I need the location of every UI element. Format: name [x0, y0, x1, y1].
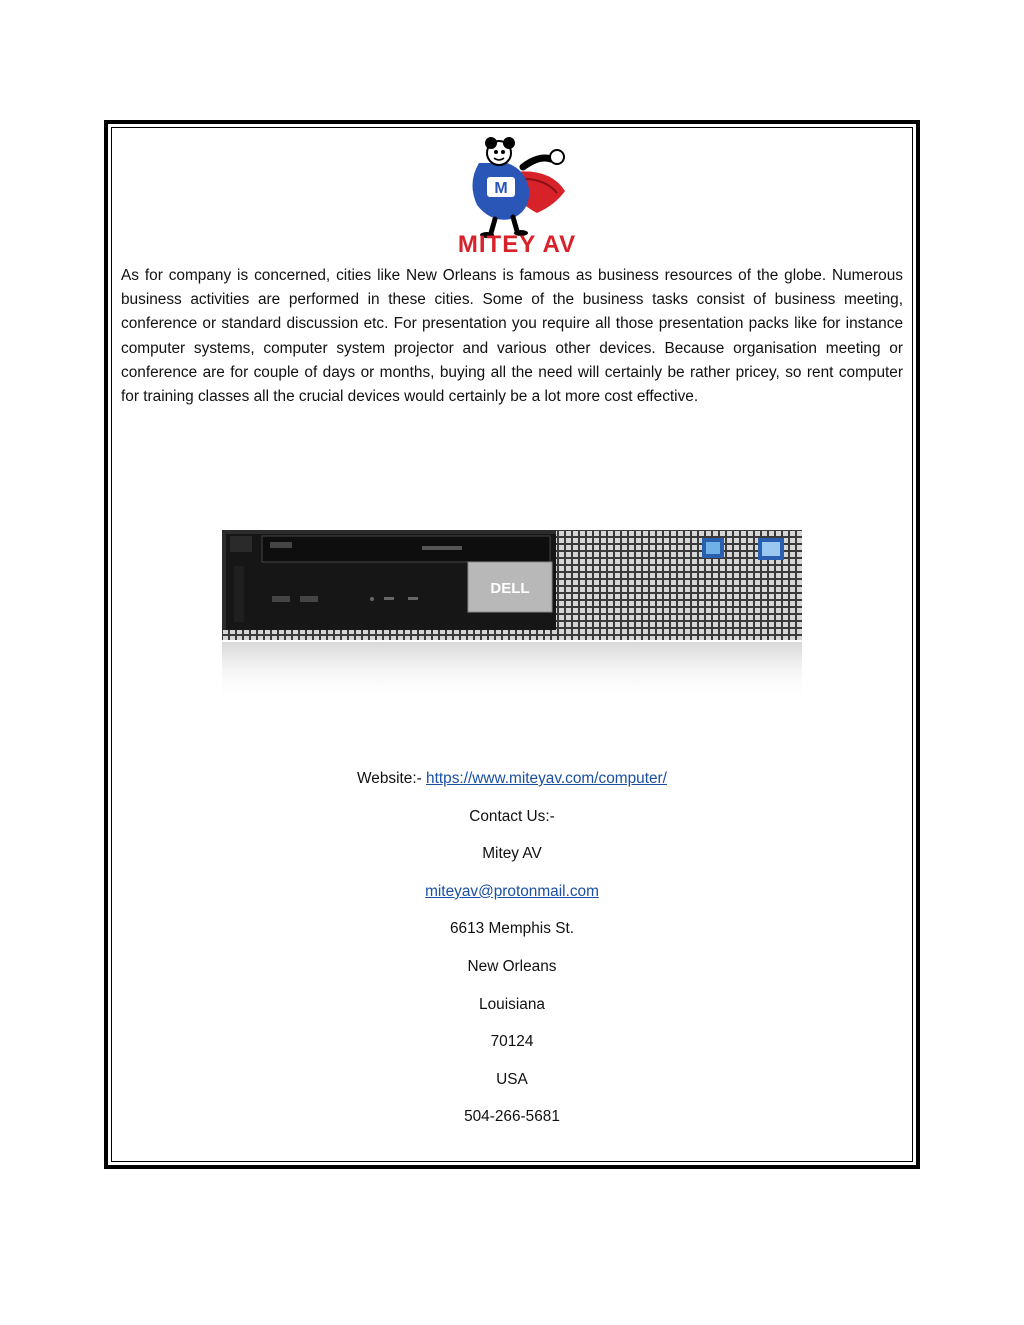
desktop-computer-icon [222, 530, 808, 702]
company-name: Mitey AV [482, 845, 542, 863]
website-label: Website:- [357, 770, 422, 787]
product-image [222, 530, 808, 702]
state: Louisiana [479, 995, 545, 1013]
website-line [112, 760, 912, 798]
contact-label: Contact Us:- [469, 807, 555, 825]
zip-code: 70124 [490, 1033, 534, 1051]
city: New Orleans [467, 957, 557, 975]
email-link[interactable]: miteyav@protonmail.com [425, 882, 599, 900]
body-paragraph: As for company is concerned, cities like New Orleans is famous as business resources of the globe. Numerous business activities are performed in these cities. Some of the business tasks consist of business meeting, conference or standard discussion etc. For presentation you require all those presentation packs like for instance computer systems, computer system projector and various other devices. Because organisation meeting or conference are for couple of days or months, buying all the need will certainly be rather pricey, so rent computer for training classes all the crucial devices would certainly be a lot more cost effective. [121, 267, 903, 406]
document-inner-border [111, 127, 913, 1162]
dell-badge-text: DELL [490, 580, 530, 597]
logo-brand-text: MITEY AV [457, 231, 577, 255]
phone-number: 504-266-5681 [464, 1108, 560, 1126]
contact-block [112, 760, 912, 1136]
logo-badge-letter: M [494, 180, 508, 197]
document-frame [104, 120, 920, 1169]
country: USA [496, 1070, 528, 1088]
website-link[interactable]: https://www.miteyav.com/computer/ [426, 770, 667, 787]
mascot-logo-icon [437, 133, 597, 255]
street-address: 6613 Memphis St. [449, 920, 575, 938]
mitey-av-logo [437, 133, 597, 255]
